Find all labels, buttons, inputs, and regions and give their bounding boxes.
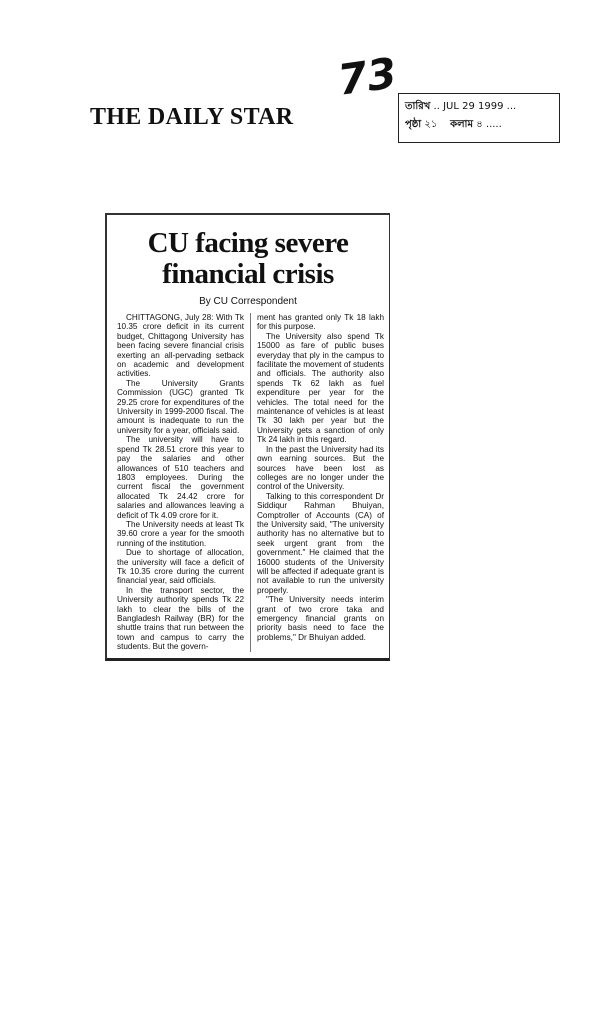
newspaper-clipping bbox=[105, 213, 390, 661]
stamp-column-value: ৪ bbox=[476, 119, 483, 130]
article-column-2 bbox=[257, 313, 384, 652]
headline-line-2: financial crisis bbox=[162, 258, 334, 290]
stamp-page-value: ২১ bbox=[424, 119, 438, 130]
headline-line-1: CU facing severe bbox=[147, 227, 349, 259]
paragraph: In the transport sector, the University authority spends Tk 22 lakh to clear the bills of the Bangladesh Railway (BR) for the shuttle trains that run between the town and campus to carry the students. But the govern- bbox=[117, 585, 244, 652]
handwritten-page-number: 73 bbox=[334, 48, 400, 105]
stamp-column-label: কলাম bbox=[450, 119, 474, 130]
article-byline: By CU Correspondent bbox=[199, 296, 297, 307]
paragraph: The University also spend Tk 15000 as fare of public buses everyday that ply in the campus to facilitate the movement of students and officials. The authority also spends Tk 62 lakh as fuel expenditure per year for the vehicles. The total need for the maintenance of vehicles is at least Tk 30 lakh per year but the University gets a sanction of only Tk 24 lakh in this regard. bbox=[257, 331, 384, 445]
paragraph: The University Grants Commission (UGC) granted Tk 29.25 crore for expenditures of the University in 1999-2000 fiscal. The amount is inadequate to run the university for a year, officials said. bbox=[117, 378, 244, 435]
stamp-date-row: তারিখ .. JUL 29 1999 ... bbox=[405, 101, 517, 112]
paragraph: The university will have to spend Tk 28.51 crore this year to pay the salaries and other allowances of 510 teachers and 1803 employees. During the current fiscal the government allocated Tk 24.42 crore for salaries and allowances leaving a deficit of Tk 4.09 crore for it. bbox=[117, 435, 244, 520]
archive-stamp bbox=[398, 93, 560, 143]
stamp-page-label: পৃষ্ঠা bbox=[405, 119, 422, 130]
column-divider bbox=[250, 313, 251, 652]
paragraph: Talking to this correspondent Dr Siddiqur Rahman Bhuiyan, Comptroller of Accounts (CA) of the University said, "The university authority has no alternative but to seek urgent grant from the government." He claimed that the 16000 students of the University will be affected if adequate grant is not available to run the university properly. bbox=[257, 491, 384, 595]
article-column-1 bbox=[117, 313, 244, 652]
stamp-date-label: তারিখ bbox=[405, 101, 431, 112]
newspaper-masthead: THE DAILY STAR bbox=[90, 104, 294, 130]
stamp-date-value: JUL 29 1999 bbox=[443, 101, 504, 112]
paragraph: Due to shortage of allocation, the university will face a deficit of Tk 10.35 crore during the current financial year, said officials. bbox=[117, 548, 244, 586]
paragraph: In the past the University had its own earning sources. But the sources have been lost as colleges are no longer under the control of the University. bbox=[257, 444, 384, 492]
paragraph: "The University needs interim grant of two crore taka and emergency financial grants on priority basis need to face the problems," Dr Bhuiyan added. bbox=[257, 595, 384, 642]
paragraph: CHITTAGONG, July 28: With Tk 10.35 crore deficit in its current budget, Chittagong University has been facing severe financial crisis exerting an all-pervading setback on academic and development activities. bbox=[117, 313, 244, 379]
paragraph: ment has granted only Tk 18 lakh for this purpose. bbox=[257, 313, 384, 332]
stamp-page-row: পৃষ্ঠা ২১ কলাম ৪ ..... bbox=[405, 119, 502, 130]
article-body bbox=[107, 307, 389, 652]
article-headline bbox=[111, 228, 385, 290]
paragraph: The University needs at least Tk 39.60 crore a year for the smooth running of the institution. bbox=[117, 519, 244, 548]
